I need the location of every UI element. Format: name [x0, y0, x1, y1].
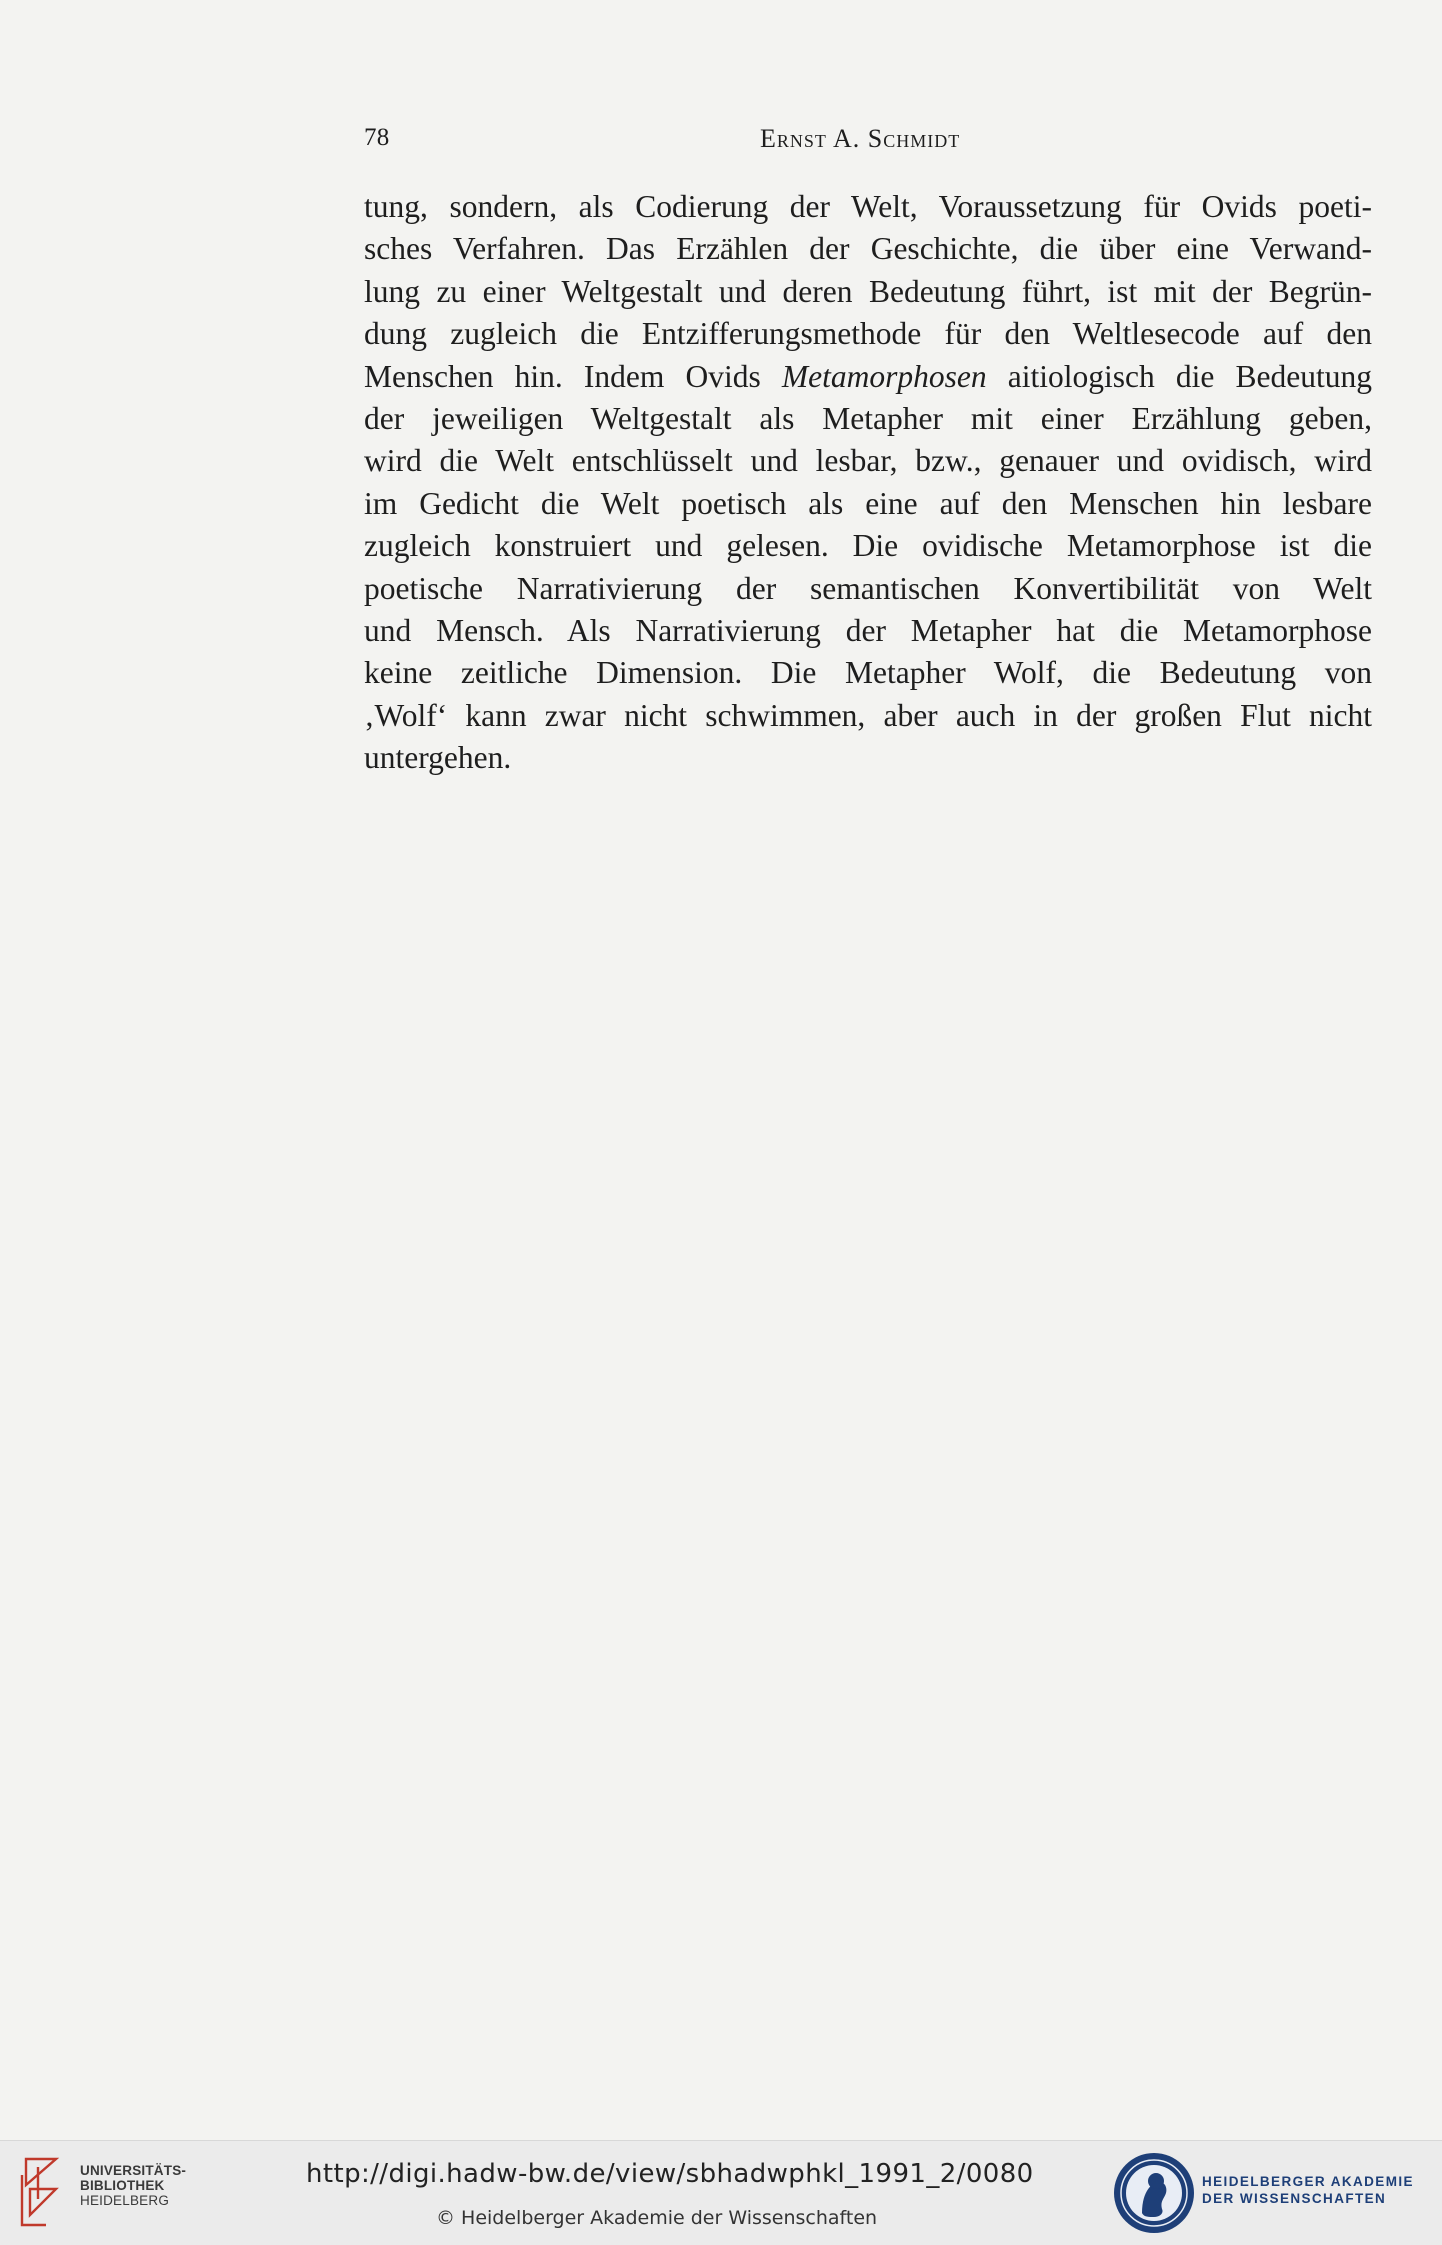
body-paragraph: [364, 186, 1372, 779]
library-name-line: UNIVERSITÄTS-: [80, 2163, 187, 2178]
permalink-url[interactable]: http://digi.hadw-bw.de/view/sbhadwphkl_1991_2/0080: [306, 2159, 1034, 2189]
text-line: untergehen.: [364, 740, 512, 776]
text-line: sches Verfahren. Das Erzählen der Geschichte, die über eine Verwand-: [364, 231, 1372, 267]
text-line: im Gedicht die Welt poetisch als eine auf den Menschen hin lesbare: [364, 485, 1372, 521]
academy-name-line: HEIDELBERGER AKADEMIE: [1202, 2174, 1414, 2189]
library-logo-icon: [16, 2155, 68, 2229]
viewer-footer: [0, 2140, 1442, 2245]
text-line: lung zu einer Weltgestalt und deren Bedeutung führt, ist mit der Begrün-: [364, 273, 1372, 309]
text-line: tung, sondern, als Codierung der Welt, Voraussetzung für Ovids poeti-: [364, 189, 1372, 224]
text-line-mixed: [364, 356, 1372, 398]
text-segment: aitiologisch die Bedeutung: [1007, 358, 1373, 394]
academy-name: [1202, 2173, 1414, 2207]
text-line: dung zugleich die Entzifferungsmethode für den Weltlesecode auf den: [364, 316, 1372, 352]
text-line: und Mensch. Als Narrativierung der Metapher hat die Metamorphose: [364, 612, 1372, 648]
copyright-notice: © Heidelberger Akademie der Wissenschaften: [436, 2207, 878, 2229]
text-line: der jeweiligen Weltgestalt als Metapher mit einer Erzählung geben,: [364, 400, 1372, 436]
academy-name-line: DER WISSENSCHAFTEN: [1202, 2191, 1387, 2206]
library-name-line: BIBLIOTHEK: [80, 2178, 165, 2193]
text-line: zugleich konstruiert und gelesen. Die ovidische Metamorphose ist die: [364, 528, 1372, 564]
library-name-line: HEIDELBERG: [80, 2193, 170, 2208]
page-number: 78: [364, 124, 390, 151]
running-head-author: Ernst A. Schmidt: [760, 124, 961, 153]
text-line: poetische Narrativierung der semantischen Konvertibilität von Welt: [364, 570, 1372, 606]
text-line: wird die Welt entschlüsselt und lesbar, bzw., genauer und ovidisch, wird: [364, 443, 1372, 479]
text-segment: Menschen hin. Indem Ovids: [364, 358, 761, 394]
text-line: ‚Wolf‘ kann zwar nicht schwimmen, aber auch in der großen Flut nicht: [364, 697, 1372, 733]
library-name: [80, 2163, 186, 2208]
text-line: keine zeitliche Dimension. Die Metapher Wolf, die Bedeutung von: [364, 655, 1372, 691]
academy-seal-icon: [1112, 2151, 1196, 2235]
italic-title: Metamorphosen: [781, 358, 987, 394]
